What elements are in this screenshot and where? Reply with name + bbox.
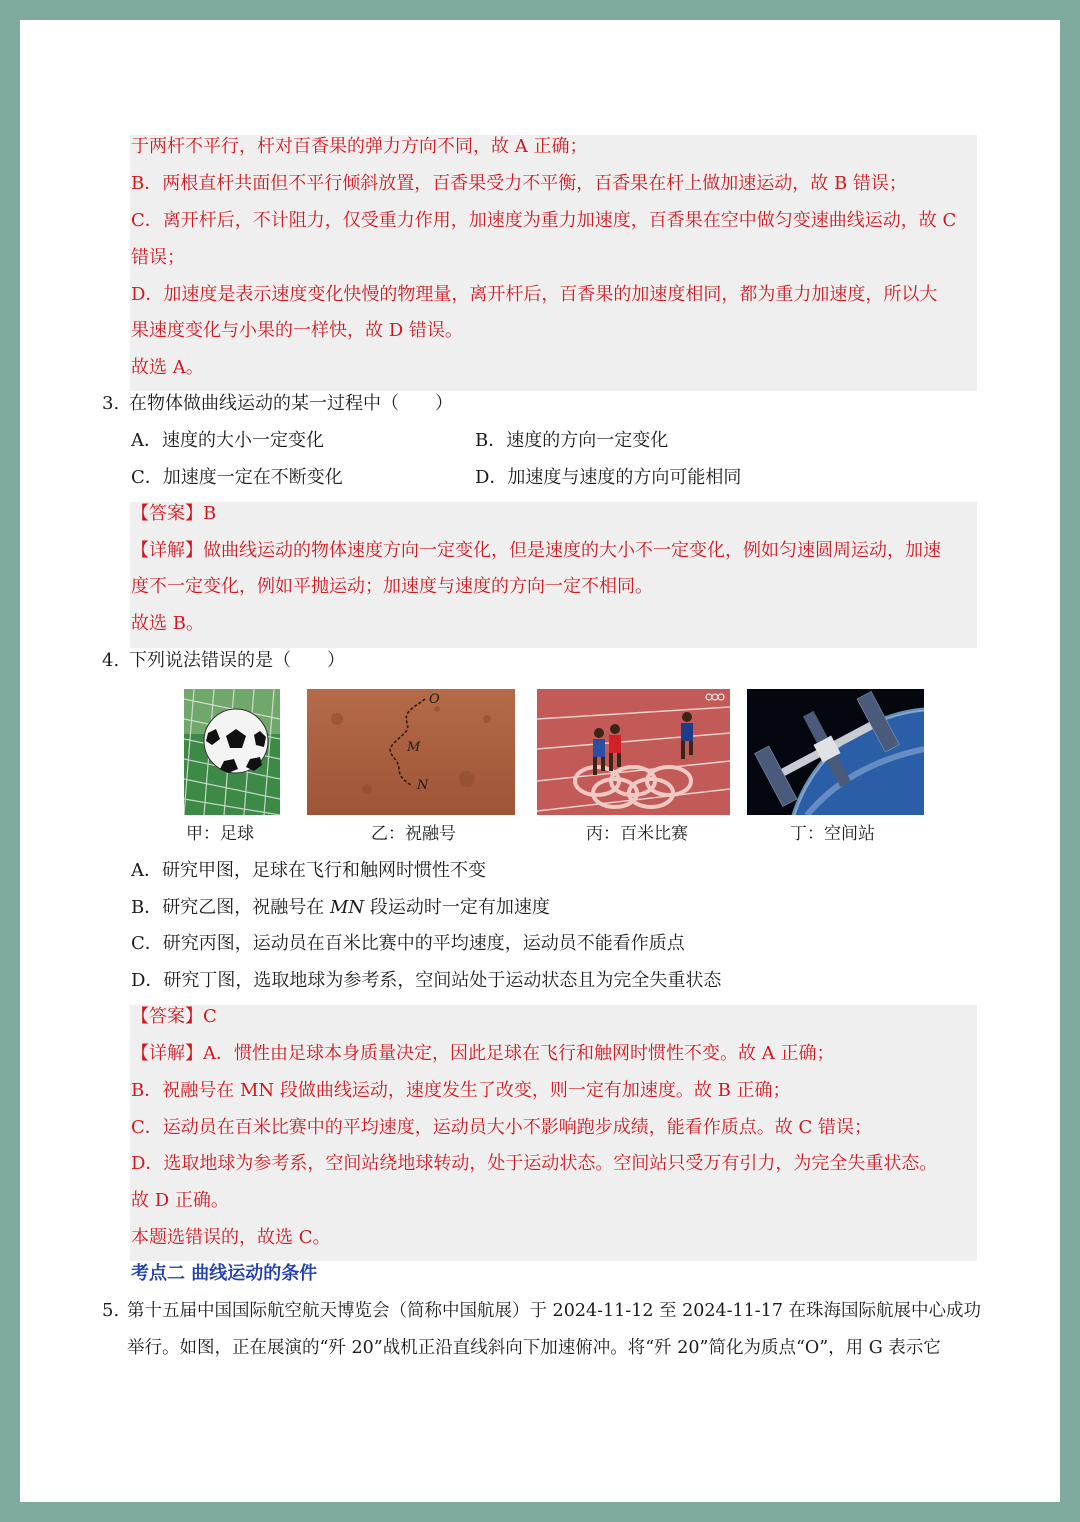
- answer-line: D．选取地球为参考系，空间站绕地球转动，处于运动状态。空间站只受万有引力，为完全失重状态。: [131, 1153, 938, 1174]
- figure-caption: 甲：足球: [186, 824, 254, 844]
- answer-line: C．离开杆后，不计阻力，仅受重力作用，加速度为重力加速度，百香果在空中做匀变速曲线运动，故 C: [131, 210, 957, 231]
- option-c: C．研究丙图，运动员在百米比赛中的平均速度，运动员不能看作质点: [131, 933, 685, 954]
- option-b: [131, 896, 550, 920]
- option-d: D．加速度与速度的方向可能相同: [475, 467, 742, 488]
- question-number: 4.: [102, 650, 120, 671]
- answer-line: 【详解】A．惯性由足球本身质量决定，因此足球在飞行和触网时惯性不变。故 A 正确；: [131, 1043, 835, 1064]
- answer-line: 故 D 正确。: [131, 1190, 229, 1211]
- answer-line: 错误；: [131, 247, 185, 268]
- question-stem-line: 举行。如图，正在展演的“歼 20”战机正沿直线斜向下加速俯冲。将“歼 20”简化为质点“O”，用 G 表示它: [127, 1338, 941, 1358]
- space-station-photo: [747, 689, 924, 815]
- answer-line: B．祝融号在 MN 段做曲线运动，速度发生了改变，则一定有加速度。故 B 正确；: [131, 1080, 791, 1101]
- option-b-text: B．研究乙图，祝融号在 MN 段运动时一定有加速度: [131, 897, 550, 918]
- figure-caption: 丙：百米比赛: [586, 824, 688, 844]
- answer-line: 故选 A。: [131, 357, 204, 378]
- soccer-ball-photo: [184, 689, 280, 815]
- answer-line: 果速度变化与小果的一样快，故 D 错误。: [131, 320, 463, 341]
- answer-line: 度不一定变化，例如平抛运动；加速度与速度的方向一定不相同。: [131, 576, 653, 597]
- figure-caption: 乙：祝融号: [371, 824, 456, 844]
- answer-line: B．两根直杆共面但不平行倾斜放置，百香果受力不平衡，百香果在杆上做加速运动，故 B 错误；: [131, 173, 907, 194]
- option-c: C．加速度一定在不断变化: [131, 467, 343, 488]
- answer-line: 本题选错误的，故选 C。: [131, 1227, 331, 1248]
- answer-line: 【答案】B: [131, 503, 217, 524]
- option-d: D．研究丁图，选取地球为参考系，空间站处于运动状态且为完全失重状态: [131, 970, 722, 991]
- option-a: A．速度的大小一定变化: [131, 430, 324, 451]
- question-number: 5.: [102, 1300, 120, 1321]
- point-label-n: N: [417, 778, 429, 793]
- answer-line: 【详解】做曲线运动的物体速度方向一定变化，但是速度的大小不一定变化，例如匀速圆周运动，加速: [131, 540, 941, 561]
- point-label-m: M: [407, 740, 421, 755]
- question-stem: 下列说法错误的是（ ）: [129, 650, 345, 671]
- point-label-o: O: [429, 692, 440, 707]
- section-heading: 考点二 曲线运动的条件: [131, 1263, 318, 1284]
- figure-caption: 丁：空间站: [790, 824, 875, 844]
- question-stem-line: 第十五届中国国际航空航天博览会（简称中国航展）于 2024-11-12 至 2024-11-17 在珠海国际航展中心成功: [127, 1301, 982, 1321]
- mars-rover-photo: [307, 689, 515, 815]
- answer-line: C．运动员在百米比赛中的平均速度，运动员大小不影响跑步成绩，能看作质点。故 C 错误；: [131, 1117, 872, 1138]
- segment-mn: MN: [329, 897, 365, 918]
- sprint-race-photo: [537, 689, 730, 815]
- option-a: A．研究甲图，足球在飞行和触网时惯性不变: [131, 860, 486, 881]
- answer-line: 【答案】C: [131, 1006, 217, 1027]
- question-stem: 在物体做曲线运动的某一过程中（ ）: [129, 393, 453, 414]
- document-page: [20, 20, 1060, 1502]
- question-number: 3.: [102, 393, 120, 414]
- answer-line: D．加速度是表示速度变化快慢的物理量，离开杆后，百香果的加速度相同，都为重力加速度，所以大: [131, 284, 938, 305]
- option-b: B．速度的方向一定变化: [475, 430, 669, 451]
- answer-line: 故选 B。: [131, 613, 204, 634]
- answer-line: 于两杆不平行，杆对百香果的弹力方向不同，故 A 正确；: [131, 136, 588, 157]
